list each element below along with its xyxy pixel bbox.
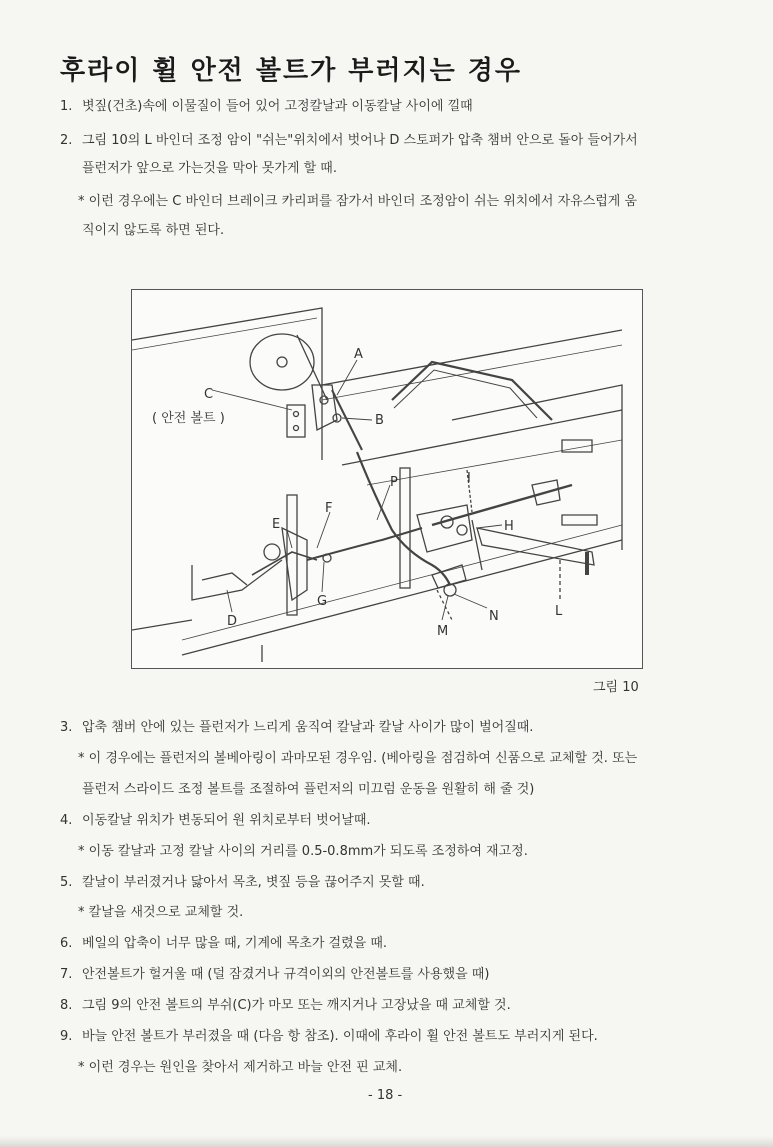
item-number: 5. bbox=[60, 875, 73, 890]
item-number: 6. bbox=[60, 936, 73, 951]
item-5 bbox=[60, 874, 425, 892]
note-line bbox=[78, 193, 637, 211]
label-B: B bbox=[375, 413, 384, 428]
item-text: 그림 9의 안전 볼트의 부쉬(C)가 마모 또는 깨지거나 고장났을 때 교체할 것. bbox=[82, 998, 511, 1013]
label-N: N bbox=[489, 609, 499, 624]
note-text: 플런저 스라이드 조정 볼트를 조절하여 플런저의 미끄럼 운동을 원활히 해 줄 것) bbox=[82, 782, 535, 797]
item-9-note bbox=[78, 1059, 402, 1077]
item-1 bbox=[60, 98, 473, 116]
item-text: 바늘 안전 볼트가 부러졌을 때 (다음 항 참조). 이때에 후라이 휠 안전 볼트도 부러지게 된다. bbox=[82, 1029, 598, 1044]
label-P: P bbox=[390, 475, 398, 490]
item-2-cont bbox=[82, 160, 337, 178]
label-M: M bbox=[437, 624, 449, 639]
item-3 bbox=[60, 719, 533, 737]
item-number: 9. bbox=[60, 1029, 73, 1044]
page-title: 후라이 휠 안전 볼트가 부러지는 경우 bbox=[60, 56, 522, 86]
note-line-cont bbox=[82, 222, 224, 240]
figure-10 bbox=[131, 289, 643, 669]
item-4-note bbox=[78, 843, 528, 861]
item-8 bbox=[60, 997, 511, 1015]
baler-mechanism-drawing bbox=[132, 290, 642, 668]
note-text: * 칼날을 새것으로 교체할 것. bbox=[78, 905, 244, 920]
note-text: 직이지 않도록 하면 된다. bbox=[82, 223, 225, 238]
item-3-note bbox=[78, 750, 637, 768]
item-text: 플런저가 앞으로 가는것을 막아 못가게 할 때. bbox=[82, 161, 337, 176]
item-number: 3. bbox=[60, 720, 73, 735]
item-number: 7. bbox=[60, 967, 73, 982]
item-9 bbox=[60, 1028, 598, 1046]
item-text: 압축 챔버 안에 있는 플런저가 느리게 움직여 칼날과 칼날 사이가 많이 벌어질때. bbox=[82, 720, 534, 735]
scan-shadow bbox=[0, 1136, 773, 1147]
item-text: 안전볼트가 헐거울 때 (덜 잠겼거나 규격이외의 안전볼트를 사용했을 때) bbox=[82, 967, 490, 982]
figure-caption: 그림 10 bbox=[593, 680, 639, 695]
note-text: * 이런 경우는 원인을 찾아서 제거하고 바늘 안전 핀 교체. bbox=[78, 1060, 403, 1075]
label-D: D bbox=[227, 614, 238, 629]
item-5-note bbox=[78, 904, 243, 922]
item-7 bbox=[60, 966, 489, 984]
item-text: 칼날이 부러졌거나 닳아서 목초, 볏짚 등을 끊어주지 못할 때. bbox=[82, 875, 425, 890]
note-text: * 이 경우에는 플런저의 볼베아링이 과마모된 경우임. (베아링을 점검하여 신품으로 교체할 것. 또는 bbox=[78, 751, 638, 766]
item-text: 그림 10의 L 바인더 조정 암이 "쉬는"위치에서 벗어나 D 스토퍼가 압축 챔버 안으로 돌아 들어가서 bbox=[82, 133, 638, 148]
label-E: E bbox=[272, 517, 281, 532]
item-4 bbox=[60, 812, 371, 830]
item-number: 8. bbox=[60, 998, 73, 1013]
item-number: 4. bbox=[60, 813, 73, 828]
item-number: 2. bbox=[60, 133, 73, 148]
item-text: 볏짚(건초)속에 이물질이 들어 있어 고정칼날과 이동칼날 사이에 낄때 bbox=[82, 99, 473, 114]
label-C: C bbox=[204, 387, 214, 402]
item-number: 1. bbox=[60, 99, 73, 114]
item-3-note-cont bbox=[82, 781, 534, 799]
label-H: H bbox=[504, 519, 514, 534]
page-number: - 18 - bbox=[368, 1088, 403, 1103]
label-G: G bbox=[317, 594, 328, 609]
item-text: 베일의 압축이 너무 많을 때, 기계에 목초가 걸렸을 때. bbox=[82, 936, 388, 951]
item-text: 이동칼날 위치가 변동되어 원 위치로부터 벗어날때. bbox=[82, 813, 371, 828]
item-2 bbox=[60, 132, 638, 150]
note-text: * 이동 칼날과 고정 칼날 사이의 거리를 0.5-0.8mm가 되도록 조정하여 재고정. bbox=[78, 844, 528, 859]
label-L: L bbox=[555, 604, 563, 619]
item-6 bbox=[60, 935, 387, 953]
label-A: A bbox=[354, 347, 363, 362]
label-safety-bolt: ( 안전 볼트 ) bbox=[152, 411, 225, 426]
label-I: I bbox=[467, 471, 471, 486]
label-F: F bbox=[325, 501, 333, 516]
note-text: * 이런 경우에는 C 바인더 브레이크 카리퍼를 잠가서 바인더 조정암이 쉬는 위치에서 자유스럽게 움 bbox=[78, 194, 638, 209]
